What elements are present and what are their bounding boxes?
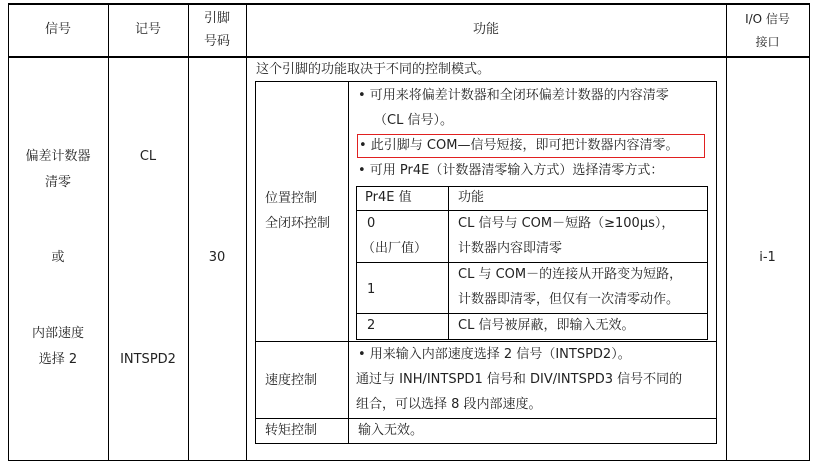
pr4e-row1-value: 1 [367, 282, 376, 297]
modes-top-border [255, 81, 717, 82]
pr4e-header-bottom [356, 210, 708, 211]
modes-right-border [716, 81, 717, 444]
pr4e-row0-value-sub: （出厂值） [362, 241, 428, 256]
modes-divider-speed [255, 341, 717, 342]
position-bullet1-line2: （CL 信号）。 [374, 113, 453, 128]
signal-name-line2: 清零 [44, 175, 71, 190]
mode-speed: 速度控制 [265, 373, 318, 388]
header-symbol: 记号 [134, 22, 161, 37]
io-interface: i-1 [759, 250, 776, 265]
mode-torque: 转矩控制 [265, 423, 318, 438]
pr4e-row0-func-line1: CL 信号与 COM－短路（≥100μs）， [458, 216, 675, 231]
pr4e-row0-value: 0 [367, 216, 376, 231]
col-divider-function [726, 3, 727, 461]
col-divider-symbol [188, 3, 189, 461]
torque-text: 输入无效。 [358, 423, 424, 438]
col-divider-pin [246, 3, 247, 461]
header-signal: 信号 [44, 22, 71, 37]
modes-bottom-border [255, 443, 717, 444]
signal-name-line1: 偏差计数器 [25, 149, 91, 164]
symbol-intspd2: INTSPD2 [120, 352, 176, 367]
modes-mode-divider [348, 81, 349, 444]
col-divider-signal [108, 3, 109, 461]
position-bullet1-line1: • 可用来将偏差计数器和全闭环偏差计数器的内容清零 [358, 88, 669, 103]
position-bullet3: • 可用 Pr4E（计数器清零输入方式）选择清零方式： [358, 163, 664, 178]
symbol-cl: CL [139, 149, 157, 164]
pr4e-row1-func-line1: CL 与 COM－的连接从开路变为短路， [458, 267, 683, 282]
speed-line3: 组合，可以选择 8 段内部速度。 [356, 397, 542, 412]
pr4e-row0-func-line2: 计数器内容即清零 [458, 241, 563, 256]
mode-position-line1: 位置控制 [265, 191, 318, 206]
signal-name-line3: 内部速度 [31, 326, 84, 341]
speed-line1: • 用来输入内部速度选择 2 信号（INTSPD2）。 [358, 347, 631, 362]
pr4e-row1-bottom [356, 262, 708, 263]
pr4e-row2-func-line1: CL 信号被屏蔽，即输入无效。 [458, 318, 635, 333]
pr4e-top-border [356, 186, 708, 187]
pin-number: 30 [208, 250, 226, 265]
position-bullet2: • 此引脚与 COM—信号短接，即可把计数器内容清零。 [359, 138, 679, 153]
pr4e-right-border [707, 186, 708, 340]
header-pin-line2: 号码 [203, 34, 230, 49]
pr4e-bottom-border [356, 339, 708, 340]
pr4e-left-border [356, 186, 357, 340]
mode-position-line2: 全闭环控制 [265, 216, 331, 231]
col-divider-right [809, 3, 810, 461]
pr4e-col-divider [448, 186, 449, 340]
header-io-line1: I/O 信号 [745, 12, 790, 26]
modes-left-border [255, 81, 256, 444]
header-function: 功能 [472, 22, 499, 37]
col-divider-left [8, 3, 9, 461]
header-pin-line1: 引脚 [203, 11, 230, 26]
modes-divider-torque [255, 418, 717, 419]
pr4e-header-value: Pr4E 值 [365, 190, 412, 205]
speed-line2: 通过与 INH/INTSPD1 信号和 DIV/INTSPD3 信号不同的 [356, 372, 683, 387]
header-io-line2: 接口 [755, 35, 780, 49]
function-intro: 这个引脚的功能取决于不同的控制模式。 [256, 62, 491, 77]
signal-or: 或 [51, 250, 65, 265]
table-top-border [8, 3, 810, 5]
table-bottom-border [8, 460, 810, 461]
pr4e-row2-value: 2 [367, 318, 376, 333]
pr4e-row1-func-line2: 计数器即清零，但仅有一次清零动作。 [458, 292, 680, 307]
pr4e-header-func: 功能 [458, 190, 485, 205]
pr4e-row2-bottom [356, 313, 708, 314]
header-bottom-border [8, 56, 810, 58]
signal-name-line4: 选择 2 [38, 352, 78, 367]
